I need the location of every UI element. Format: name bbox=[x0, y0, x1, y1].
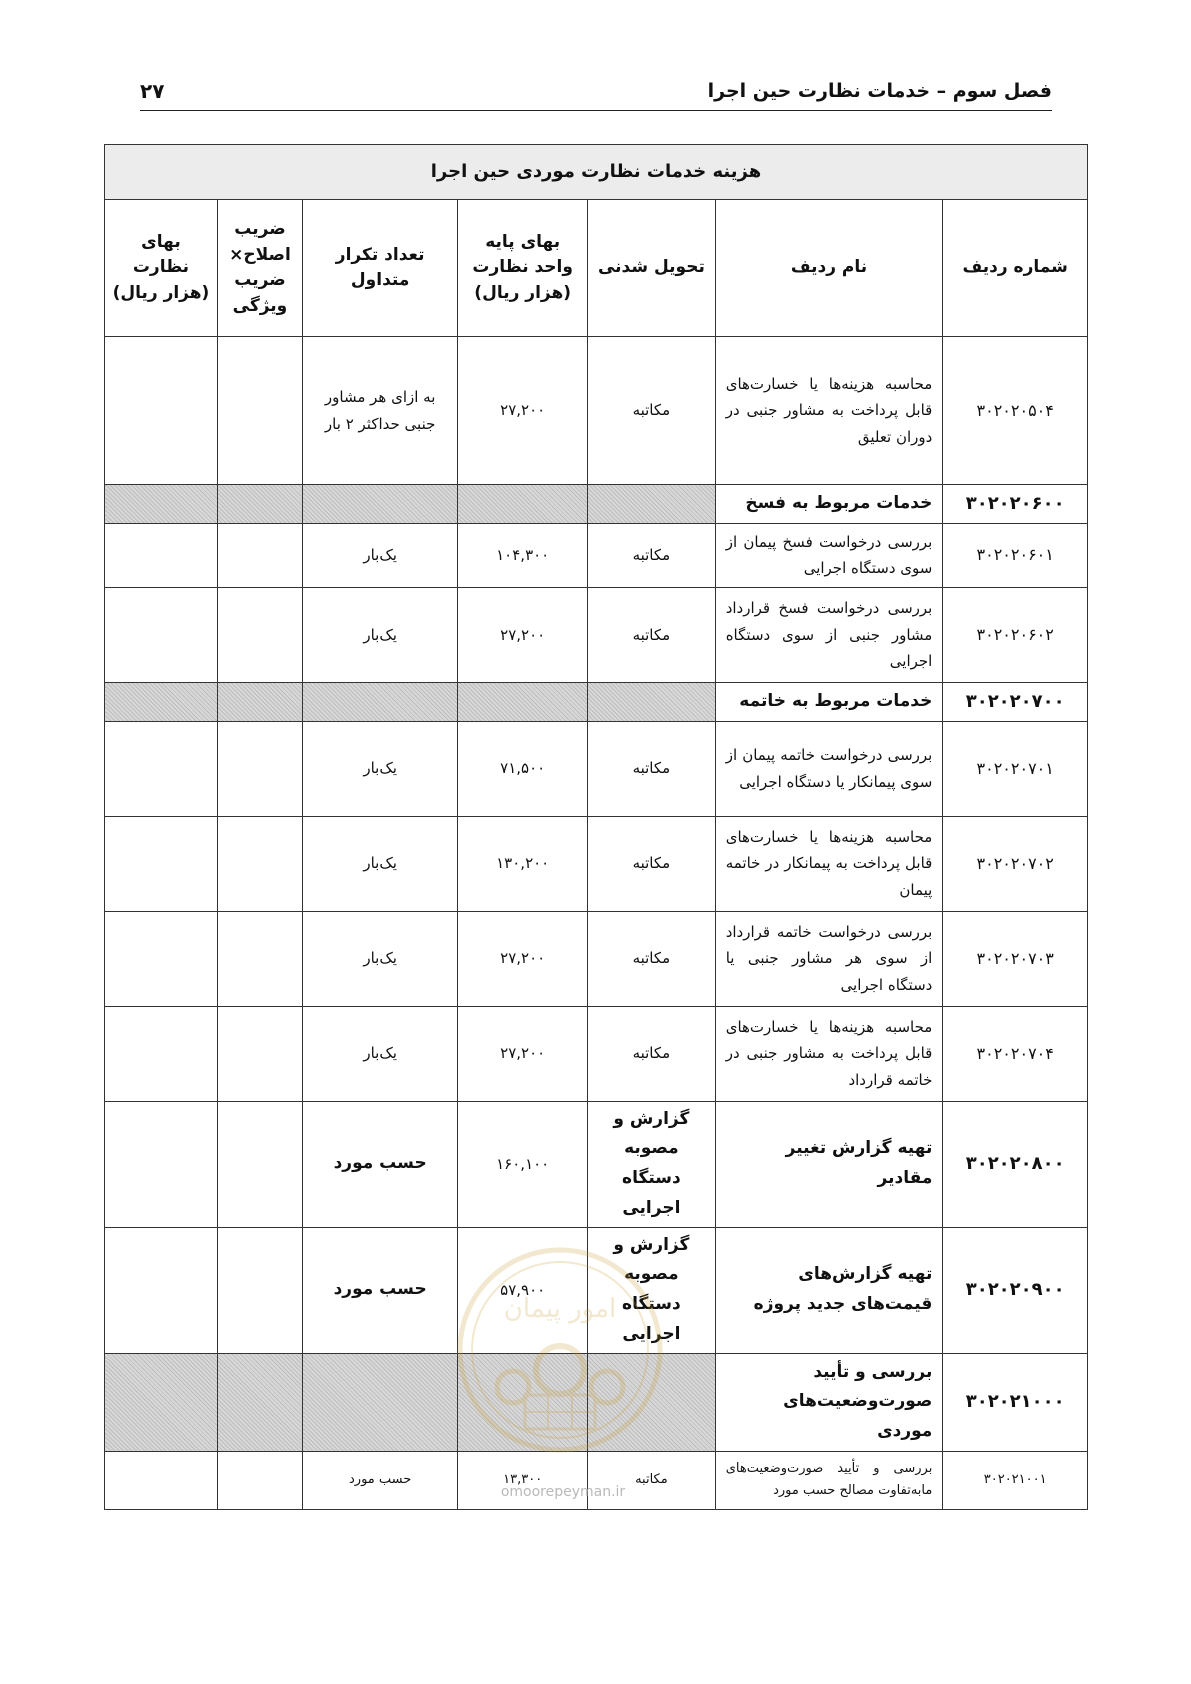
row-name: بررسی درخواست خاتمه قرارداد از سوی هر مشاور جنبی یا دستگاه اجرایی bbox=[715, 911, 943, 1006]
shaded-cell bbox=[217, 485, 302, 524]
section-row bbox=[105, 485, 1088, 524]
table-title: هزینه خدمات نظارت موردی حین اجرا bbox=[105, 145, 1088, 200]
row-base-price: ۷۱,۵۰۰ bbox=[458, 721, 588, 816]
row-name: بررسی درخواست فسخ قرارداد مشاور جنبی از سوی دستگاه اجرایی bbox=[715, 587, 943, 682]
row-base-price: ۱۰۴,۳۰۰ bbox=[458, 523, 588, 587]
row-supervision-price bbox=[105, 337, 218, 485]
table-row bbox=[105, 523, 1088, 587]
row-frequency: حسب مورد bbox=[303, 1227, 458, 1353]
shaded-cell bbox=[303, 682, 458, 721]
page-number: ۲۷ bbox=[140, 79, 165, 103]
row-name: محاسبه هزینه‌ها یا خسارت‌های قابل پرداخت به پیمانکار در خاتمه پیمان bbox=[715, 816, 943, 911]
section-code: ۳۰۲۰۲۰۶۰۰ bbox=[943, 485, 1088, 524]
row-base-price: ۱۶۰,۱۰۰ bbox=[458, 1101, 588, 1227]
row-coefficient bbox=[217, 587, 302, 682]
row-deliverable: مکاتبه bbox=[588, 1006, 716, 1101]
row-deliverable: گزارش و مصوبه دستگاه اجرایی bbox=[588, 1101, 716, 1227]
row-deliverable: مکاتبه bbox=[588, 523, 716, 587]
row-code: ۳۰۲۰۲۰۷۰۱ bbox=[943, 721, 1088, 816]
shaded-cell bbox=[458, 485, 588, 524]
row-coefficient bbox=[217, 1451, 302, 1509]
shaded-cell bbox=[105, 485, 218, 524]
row-base-price: ۱۳,۳۰۰ bbox=[458, 1451, 588, 1509]
row-base-price: ۲۷,۲۰۰ bbox=[458, 911, 588, 1006]
supervision-cost-table bbox=[104, 144, 1088, 1510]
row-code: ۳۰۲۰۲۰۷۰۲ bbox=[943, 816, 1088, 911]
col-header-frequency: تعداد تکرار متداول bbox=[303, 200, 458, 337]
row-base-price: ۱۳۰,۲۰۰ bbox=[458, 816, 588, 911]
table-row bbox=[105, 911, 1088, 1006]
col-header-row-name: نام ردیف bbox=[715, 200, 943, 337]
row-supervision-price bbox=[105, 1451, 218, 1509]
row-coefficient bbox=[217, 523, 302, 587]
row-frequency: یک‌بار bbox=[303, 1006, 458, 1101]
col-header-supervision-price: بهای نظارت (هزار ریال) bbox=[105, 200, 218, 337]
table-row bbox=[105, 721, 1088, 816]
row-deliverable: مکاتبه bbox=[588, 587, 716, 682]
section-name: خدمات مربوط به خاتمه bbox=[715, 682, 943, 721]
row-frequency: یک‌بار bbox=[303, 911, 458, 1006]
row-deliverable: مکاتبه bbox=[588, 816, 716, 911]
section-code: ۳۰۲۰۲۱۰۰۰ bbox=[943, 1353, 1088, 1451]
row-deliverable: مکاتبه bbox=[588, 337, 716, 485]
row-name: تهیه گزارش تغییر مقادیر bbox=[715, 1101, 943, 1227]
shaded-cell bbox=[588, 485, 716, 524]
row-supervision-price bbox=[105, 523, 218, 587]
row-supervision-price bbox=[105, 911, 218, 1006]
row-frequency: یک‌بار bbox=[303, 523, 458, 587]
col-header-row-number: شماره ردیف bbox=[943, 200, 1088, 337]
row-base-price: ۵۷,۹۰۰ bbox=[458, 1227, 588, 1353]
table-row bbox=[105, 1101, 1088, 1227]
row-name: محاسبه هزینه‌ها یا خسارت‌های قابل پرداخت به مشاور جنبی در دوران تعلیق bbox=[715, 337, 943, 485]
watermark-logo-text: امور پیمان bbox=[503, 1294, 617, 1324]
table-header-row bbox=[105, 200, 1088, 337]
table-row bbox=[105, 587, 1088, 682]
shaded-cell bbox=[303, 1353, 458, 1451]
row-base-price: ۲۷,۲۰۰ bbox=[458, 1006, 588, 1101]
section-row bbox=[105, 682, 1088, 721]
row-code: ۳۰۲۰۲۰۷۰۳ bbox=[943, 911, 1088, 1006]
row-name: بررسی درخواست فسخ پیمان از سوی دستگاه اجرایی bbox=[715, 523, 943, 587]
row-supervision-price bbox=[105, 1227, 218, 1353]
row-code: ۳۰۲۰۲۱۰۰۱ bbox=[943, 1451, 1088, 1509]
shaded-cell bbox=[105, 682, 218, 721]
row-coefficient bbox=[217, 721, 302, 816]
row-code: ۳۰۲۰۲۰۸۰۰ bbox=[943, 1101, 1088, 1227]
row-supervision-price bbox=[105, 1006, 218, 1101]
table-row bbox=[105, 337, 1088, 485]
row-coefficient bbox=[217, 1006, 302, 1101]
table-row bbox=[105, 1451, 1088, 1509]
row-coefficient bbox=[217, 337, 302, 485]
row-name: بررسی و تأیید صورت‌وضعیت‌های مابه‌تفاوت مصالح حسب مورد bbox=[715, 1451, 943, 1509]
col-header-coefficient: ضریب اصلاح× ضریب ویژگی bbox=[217, 200, 302, 337]
row-code: ۳۰۲۰۲۰۶۰۱ bbox=[943, 523, 1088, 587]
row-frequency: حسب مورد bbox=[303, 1451, 458, 1509]
row-name: محاسبه هزینه‌ها یا خسارت‌های قابل پرداخت به مشاور جنبی در خاتمه قرارداد bbox=[715, 1006, 943, 1101]
row-deliverable: مکاتبه bbox=[588, 911, 716, 1006]
shaded-cell bbox=[458, 682, 588, 721]
shaded-cell bbox=[588, 682, 716, 721]
row-frequency: یک‌بار bbox=[303, 721, 458, 816]
row-supervision-price bbox=[105, 1101, 218, 1227]
shaded-cell bbox=[105, 1353, 218, 1451]
table-row bbox=[105, 816, 1088, 911]
row-deliverable: مکاتبه bbox=[588, 721, 716, 816]
section-row bbox=[105, 1353, 1088, 1451]
row-base-price: ۲۷,۲۰۰ bbox=[458, 587, 588, 682]
row-frequency: به ازای هر مشاور جنبی حداکثر ۲ بار bbox=[303, 337, 458, 485]
row-code: ۳۰۲۰۲۰۶۰۲ bbox=[943, 587, 1088, 682]
shaded-cell bbox=[217, 682, 302, 721]
row-coefficient bbox=[217, 1101, 302, 1227]
row-supervision-price bbox=[105, 721, 218, 816]
row-coefficient bbox=[217, 816, 302, 911]
shaded-cell bbox=[458, 1353, 588, 1451]
row-name: تهیه گزارش‌های قیمت‌های جدید پروژه bbox=[715, 1227, 943, 1353]
row-supervision-price bbox=[105, 587, 218, 682]
row-frequency: یک‌بار bbox=[303, 816, 458, 911]
section-code: ۳۰۲۰۲۰۷۰۰ bbox=[943, 682, 1088, 721]
col-header-deliverable: تحویل شدنی bbox=[588, 200, 716, 337]
row-deliverable: گزارش و مصوبه دستگاه اجرایی bbox=[588, 1227, 716, 1353]
section-name: خدمات مربوط به فسخ bbox=[715, 485, 943, 524]
row-coefficient bbox=[217, 1227, 302, 1353]
row-code: ۳۰۲۰۲۰۷۰۴ bbox=[943, 1006, 1088, 1101]
page-header bbox=[140, 72, 1052, 111]
shaded-cell bbox=[588, 1353, 716, 1451]
col-header-base-price: بهای پایه واحد نظارت (هزار ریال) bbox=[458, 200, 588, 337]
row-coefficient bbox=[217, 911, 302, 1006]
section-name: بررسی و تأیید صورت‌وضعیت‌های موردی bbox=[715, 1353, 943, 1451]
row-supervision-price bbox=[105, 816, 218, 911]
table-row bbox=[105, 1006, 1088, 1101]
watermark-url: omoorepeyman.ir bbox=[500, 1484, 626, 1500]
shaded-cell bbox=[217, 1353, 302, 1451]
row-base-price: ۲۷,۲۰۰ bbox=[458, 337, 588, 485]
row-frequency: حسب مورد bbox=[303, 1101, 458, 1227]
table-row bbox=[105, 1227, 1088, 1353]
row-deliverable: مکاتبه bbox=[588, 1451, 716, 1509]
row-name: بررسی درخواست خاتمه پیمان از سوی پیمانکار یا دستگاه اجرایی bbox=[715, 721, 943, 816]
chapter-title: فصل سوم – خدمات نظارت حین اجرا bbox=[707, 80, 1052, 102]
row-frequency: یک‌بار bbox=[303, 587, 458, 682]
shaded-cell bbox=[303, 485, 458, 524]
row-code: ۳۰۲۰۲۰۵۰۴ bbox=[943, 337, 1088, 485]
row-code: ۳۰۲۰۲۰۹۰۰ bbox=[943, 1227, 1088, 1353]
